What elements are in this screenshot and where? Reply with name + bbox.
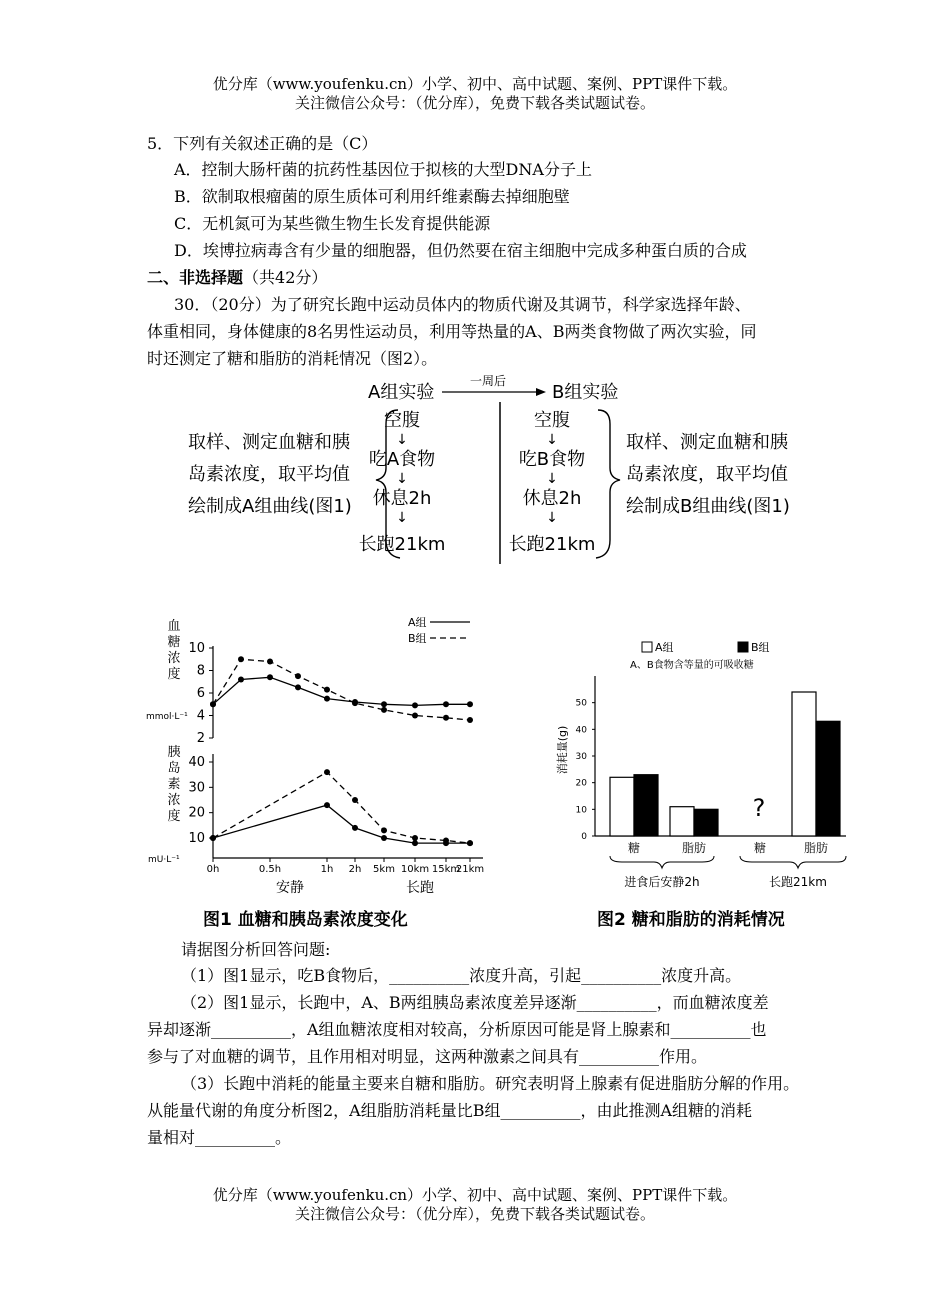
fig1-bottom-series-a-point — [381, 835, 387, 841]
figure-2-bar-chart — [550, 630, 850, 894]
figure-1-line-charts — [140, 608, 500, 898]
fig2-ytick-label: 0 — [581, 832, 587, 842]
fig1-bottom-ylabel-2: 岛 — [167, 761, 181, 776]
flow-arrow-head — [536, 388, 546, 396]
fig1-top-series-a-point — [467, 701, 473, 707]
fig1-bottom-series-b-point — [210, 835, 216, 841]
fig2-bar-b — [634, 775, 658, 836]
header-line-2: 关注微信公众号：（优分库），免费下载各类试题试卷。 — [294, 94, 655, 112]
flow-a-step-2: 吃A食物 — [368, 449, 436, 470]
fig1-top-series-b-point — [443, 715, 449, 721]
fig1-bottom-series-a-line — [213, 805, 470, 843]
fig2-ylabel: 消耗量(g) — [556, 725, 569, 775]
fig1-top-unit: mmol·L⁻¹ — [146, 712, 188, 722]
flow-left-note-3: 绘制成A组曲线(图1) — [188, 496, 352, 517]
fig1-bottom-series-b-point — [412, 835, 418, 841]
fig1-top-series-a-point — [238, 677, 244, 683]
fig1-top-series-a-point — [443, 701, 449, 707]
fig2-category-label: 脂肪 — [803, 841, 829, 855]
flow-b-step-3: 休息2h — [522, 488, 582, 509]
fig2-group-1: 进食后安静2h — [624, 875, 700, 889]
fig2-bar-b — [694, 809, 718, 836]
fig1-xtick-label: 0.5h — [258, 864, 282, 875]
section-title — [147, 265, 327, 291]
questions-prompt: 请据图分析回答问题: — [181, 940, 331, 959]
fig1-top-series-b-point — [210, 701, 216, 707]
q5-option-b: B．欲制取根瘤菌的原生质体可利用纤维素酶去掉细胞壁 — [174, 187, 570, 206]
fig2-ytick-label: 20 — [575, 778, 587, 789]
fig1-group-run: 长跑 — [406, 880, 434, 896]
flow-a-step-1: 空腹 — [384, 410, 420, 431]
flow-left-note-2: 岛素浓度，取平均值 — [188, 464, 350, 485]
fig1-bottom-ytick-label: 10 — [188, 831, 205, 846]
flow-b-brace — [596, 410, 620, 558]
flow-b-title: B组实验 — [552, 382, 619, 403]
q5-option-a: A．控制大肠杆菌的抗药性基因位于拟核的大型DNA分子上 — [174, 160, 592, 179]
fig1-bottom-ylabel-1: 胰 — [167, 745, 181, 760]
fig1-top-series-b-point — [238, 656, 244, 662]
section-title-text: 二、非选择题 — [147, 268, 244, 287]
question-3-line-3: 量相对__________。 — [147, 1128, 292, 1147]
fig2-bar-a — [670, 807, 694, 836]
fig1-bottom-series-b-point — [467, 840, 473, 846]
fig2-subtitle: A、B食物含等量的可吸收糖 — [630, 660, 754, 671]
question-3-line-1: （3）长跑中消耗的能量主要来自糖和脂肪。研究表明肾上腺素有促进脂肪分解的作用。 — [181, 1074, 800, 1093]
fig1-bottom-series-a-point — [324, 802, 330, 808]
fig1-top-series-b-point — [352, 700, 358, 706]
question-2-line-3: 参与了对血糖的调节，且作用相对明显，这两种激素之间具有__________作用。 — [147, 1047, 708, 1066]
fig1-top-series-b-point — [324, 687, 330, 693]
fig1-top-ytick-label: 8 — [196, 663, 205, 679]
flow-a-arrow-3: ↓ — [396, 510, 408, 526]
flow-b-step-1: 空腹 — [534, 410, 570, 431]
fig1-bottom-series-a-point — [352, 825, 358, 831]
fig1-bottom-series-b-point — [324, 769, 330, 775]
fig1-top-ylabel-2: 糖 — [167, 635, 181, 650]
fig1-bottom-series-b-point — [352, 797, 358, 803]
fig1-top-series-a-point — [267, 674, 273, 680]
fig2-question-mark: ? — [752, 794, 766, 822]
fig2-caption: 图2 糖和脂肪的消耗情况 — [597, 910, 785, 930]
fig1-bottom-ylabel-4: 浓 — [167, 793, 181, 808]
fig1-top-ytick-label: 2 — [196, 731, 205, 746]
fig1-bottom-series-b-point — [381, 827, 387, 833]
fig1-xtick-label: 1h — [320, 864, 334, 875]
fig1-xtick-label: 21km — [455, 864, 485, 875]
flow-a-step-4: 长跑21km — [358, 534, 446, 555]
header-line-1: 优分库（www.youfenku.cn）小学、初中、高中试题、案例、PPT课件下载。 — [212, 75, 738, 93]
fig1-xtick-label: 0h — [206, 864, 220, 875]
fig2-legend-a: A组 — [655, 641, 674, 654]
flow-b-step-2: 吃B食物 — [518, 449, 586, 470]
fig2-category-label: 糖 — [753, 841, 767, 855]
flow-left-note-1: 取样、测定血糖和胰 — [188, 432, 350, 453]
fig1-top-ylabel-3: 浓 — [167, 651, 181, 666]
fig1-xtick-label: 10km — [400, 864, 430, 875]
fig2-group-2: 长跑21km — [769, 875, 827, 889]
fig1-top-series-b-point — [467, 717, 473, 723]
fig2-ytick-label: 10 — [575, 805, 587, 816]
fig2-category-label: 脂肪 — [681, 841, 707, 855]
flow-a-title: A组实验 — [368, 382, 435, 403]
fig1-group-rest: 安静 — [276, 880, 304, 896]
section-note: （共42分） — [243, 268, 328, 287]
fig1-top-ylabel-4: 度 — [167, 667, 181, 682]
fig2-bar-a — [792, 692, 816, 836]
flow-b-arrow-3: ↓ — [546, 510, 558, 526]
footer-line-1: 优分库（www.youfenku.cn）小学、初中、高中试题、案例、PPT课件下载。 — [212, 1186, 738, 1204]
fig1-top-series-a-point — [412, 702, 418, 708]
fig1-bottom-ylabel-5: 度 — [167, 809, 181, 824]
flow-b-step-4: 长跑21km — [508, 534, 596, 555]
q5-option-d: D．埃博拉病毒含有少量的细胞器，但仍然要在宿主细胞中完成多种蛋白质的合成 — [174, 241, 747, 260]
fig1-top-series-a-point — [324, 696, 330, 702]
flow-b-arrow-2: ↓ — [546, 471, 558, 487]
fig1-caption: 图1 血糖和胰岛素浓度变化 — [203, 910, 408, 930]
q5-option-c: C．无机氮可为某些微生物生长发育提供能源 — [174, 214, 491, 233]
fig2-brace-2 — [740, 856, 846, 868]
flow-a-step-3: 休息2h — [372, 488, 432, 509]
footer-line-2: 关注微信公众号：（优分库），免费下载各类试题试卷。 — [294, 1205, 655, 1223]
fig1-legend-a: A组 — [408, 616, 427, 629]
fig1-top-ylabel-1: 血 — [167, 619, 181, 634]
fig2-brace-1 — [610, 856, 714, 868]
fig2-ytick-label: 50 — [575, 698, 587, 709]
fig1-top-ytick-label: 6 — [196, 686, 205, 701]
fig1-xtick-label: 15km — [431, 864, 461, 875]
fig2-bar-b — [816, 721, 840, 836]
fig1-top-series-b-point — [381, 707, 387, 713]
fig2-category-label: 糖 — [627, 841, 641, 855]
flow-arrow-label: 一周后 — [470, 374, 507, 388]
q30-intro-2: 体重相同，身体健康的8名男性运动员，利用等热量的A、B两类食物做了两次实验，同 — [147, 322, 757, 341]
fig1-bottom-ytick-label: 20 — [188, 805, 205, 821]
fig1-top-ytick-label: 4 — [196, 708, 205, 724]
fig1-bottom-ytick-label: 40 — [188, 755, 205, 770]
question-1: （1）图1显示，吃B食物后，__________浓度升高，引起__________浓度升高。 — [181, 966, 742, 985]
fig1-top-ytick-label: 10 — [188, 641, 205, 656]
fig1-bottom-series-b-line — [213, 772, 470, 843]
fig1-top-series-b-point — [295, 673, 301, 679]
fig1-bottom-ytick-label: 30 — [188, 780, 205, 796]
fig1-xtick-label: 2h — [348, 864, 362, 875]
q30-intro-3: 时还测定了糖和脂肪的消耗情况（图2）。 — [147, 349, 438, 368]
q30-intro-1: 30．（20分）为了研究长跑中运动员体内的物质代谢及其调节，科学家选择年龄、 — [174, 295, 751, 314]
fig2-ytick-label: 30 — [575, 752, 587, 762]
flow-a-arrow-1: ↓ — [396, 432, 408, 448]
flow-right-note-1: 取样、测定血糖和胰 — [626, 432, 788, 453]
flow-a-arrow-2: ↓ — [396, 471, 408, 487]
fig1-top-series-b-point — [412, 713, 418, 719]
fig1-top-series-a-line — [213, 677, 470, 705]
fig2-legend-b: B组 — [751, 641, 770, 654]
question-3-line-2: 从能量代谢的角度分析图2，A组脂肪消耗量比B组__________，由此推测A组糖的消耗 — [147, 1101, 753, 1120]
fig2-legend-a-swatch — [642, 642, 652, 652]
fig1-legend-b: B组 — [408, 632, 427, 645]
q5-stem: 5．下列有关叙述正确的是（C） — [147, 134, 378, 153]
flow-right-note-3: 绘制成B组曲线(图1) — [626, 496, 790, 517]
fig1-bottom-ylabel-3: 素 — [167, 777, 181, 792]
question-2-line-2: 异却逐渐__________，A组血糖浓度相对较高，分析原因可能是肾上腺素和__________也 — [147, 1020, 767, 1039]
fig2-ytick-label: 40 — [575, 725, 587, 736]
question-2-line-1: （2）图1显示，长跑中，A、B两组胰岛素浓度差异逐渐__________，而血糖浓度差 — [181, 993, 769, 1012]
flow-b-arrow-1: ↓ — [546, 432, 558, 448]
experiment-flow-diagram — [180, 372, 820, 568]
fig2-legend-b-swatch — [738, 642, 748, 652]
fig2-bar-a — [610, 777, 634, 836]
fig1-top-series-b-point — [267, 659, 273, 665]
fig1-top-series-a-point — [295, 684, 301, 690]
fig1-bottom-unit: mU·L⁻¹ — [148, 855, 180, 865]
fig1-xtick-label: 5km — [373, 864, 395, 875]
flow-right-note-2: 岛素浓度，取平均值 — [626, 464, 788, 485]
fig1-top-series-b-line — [213, 659, 470, 720]
fig1-top-series-a-point — [381, 701, 387, 707]
fig1-bottom-series-b-point — [443, 838, 449, 844]
